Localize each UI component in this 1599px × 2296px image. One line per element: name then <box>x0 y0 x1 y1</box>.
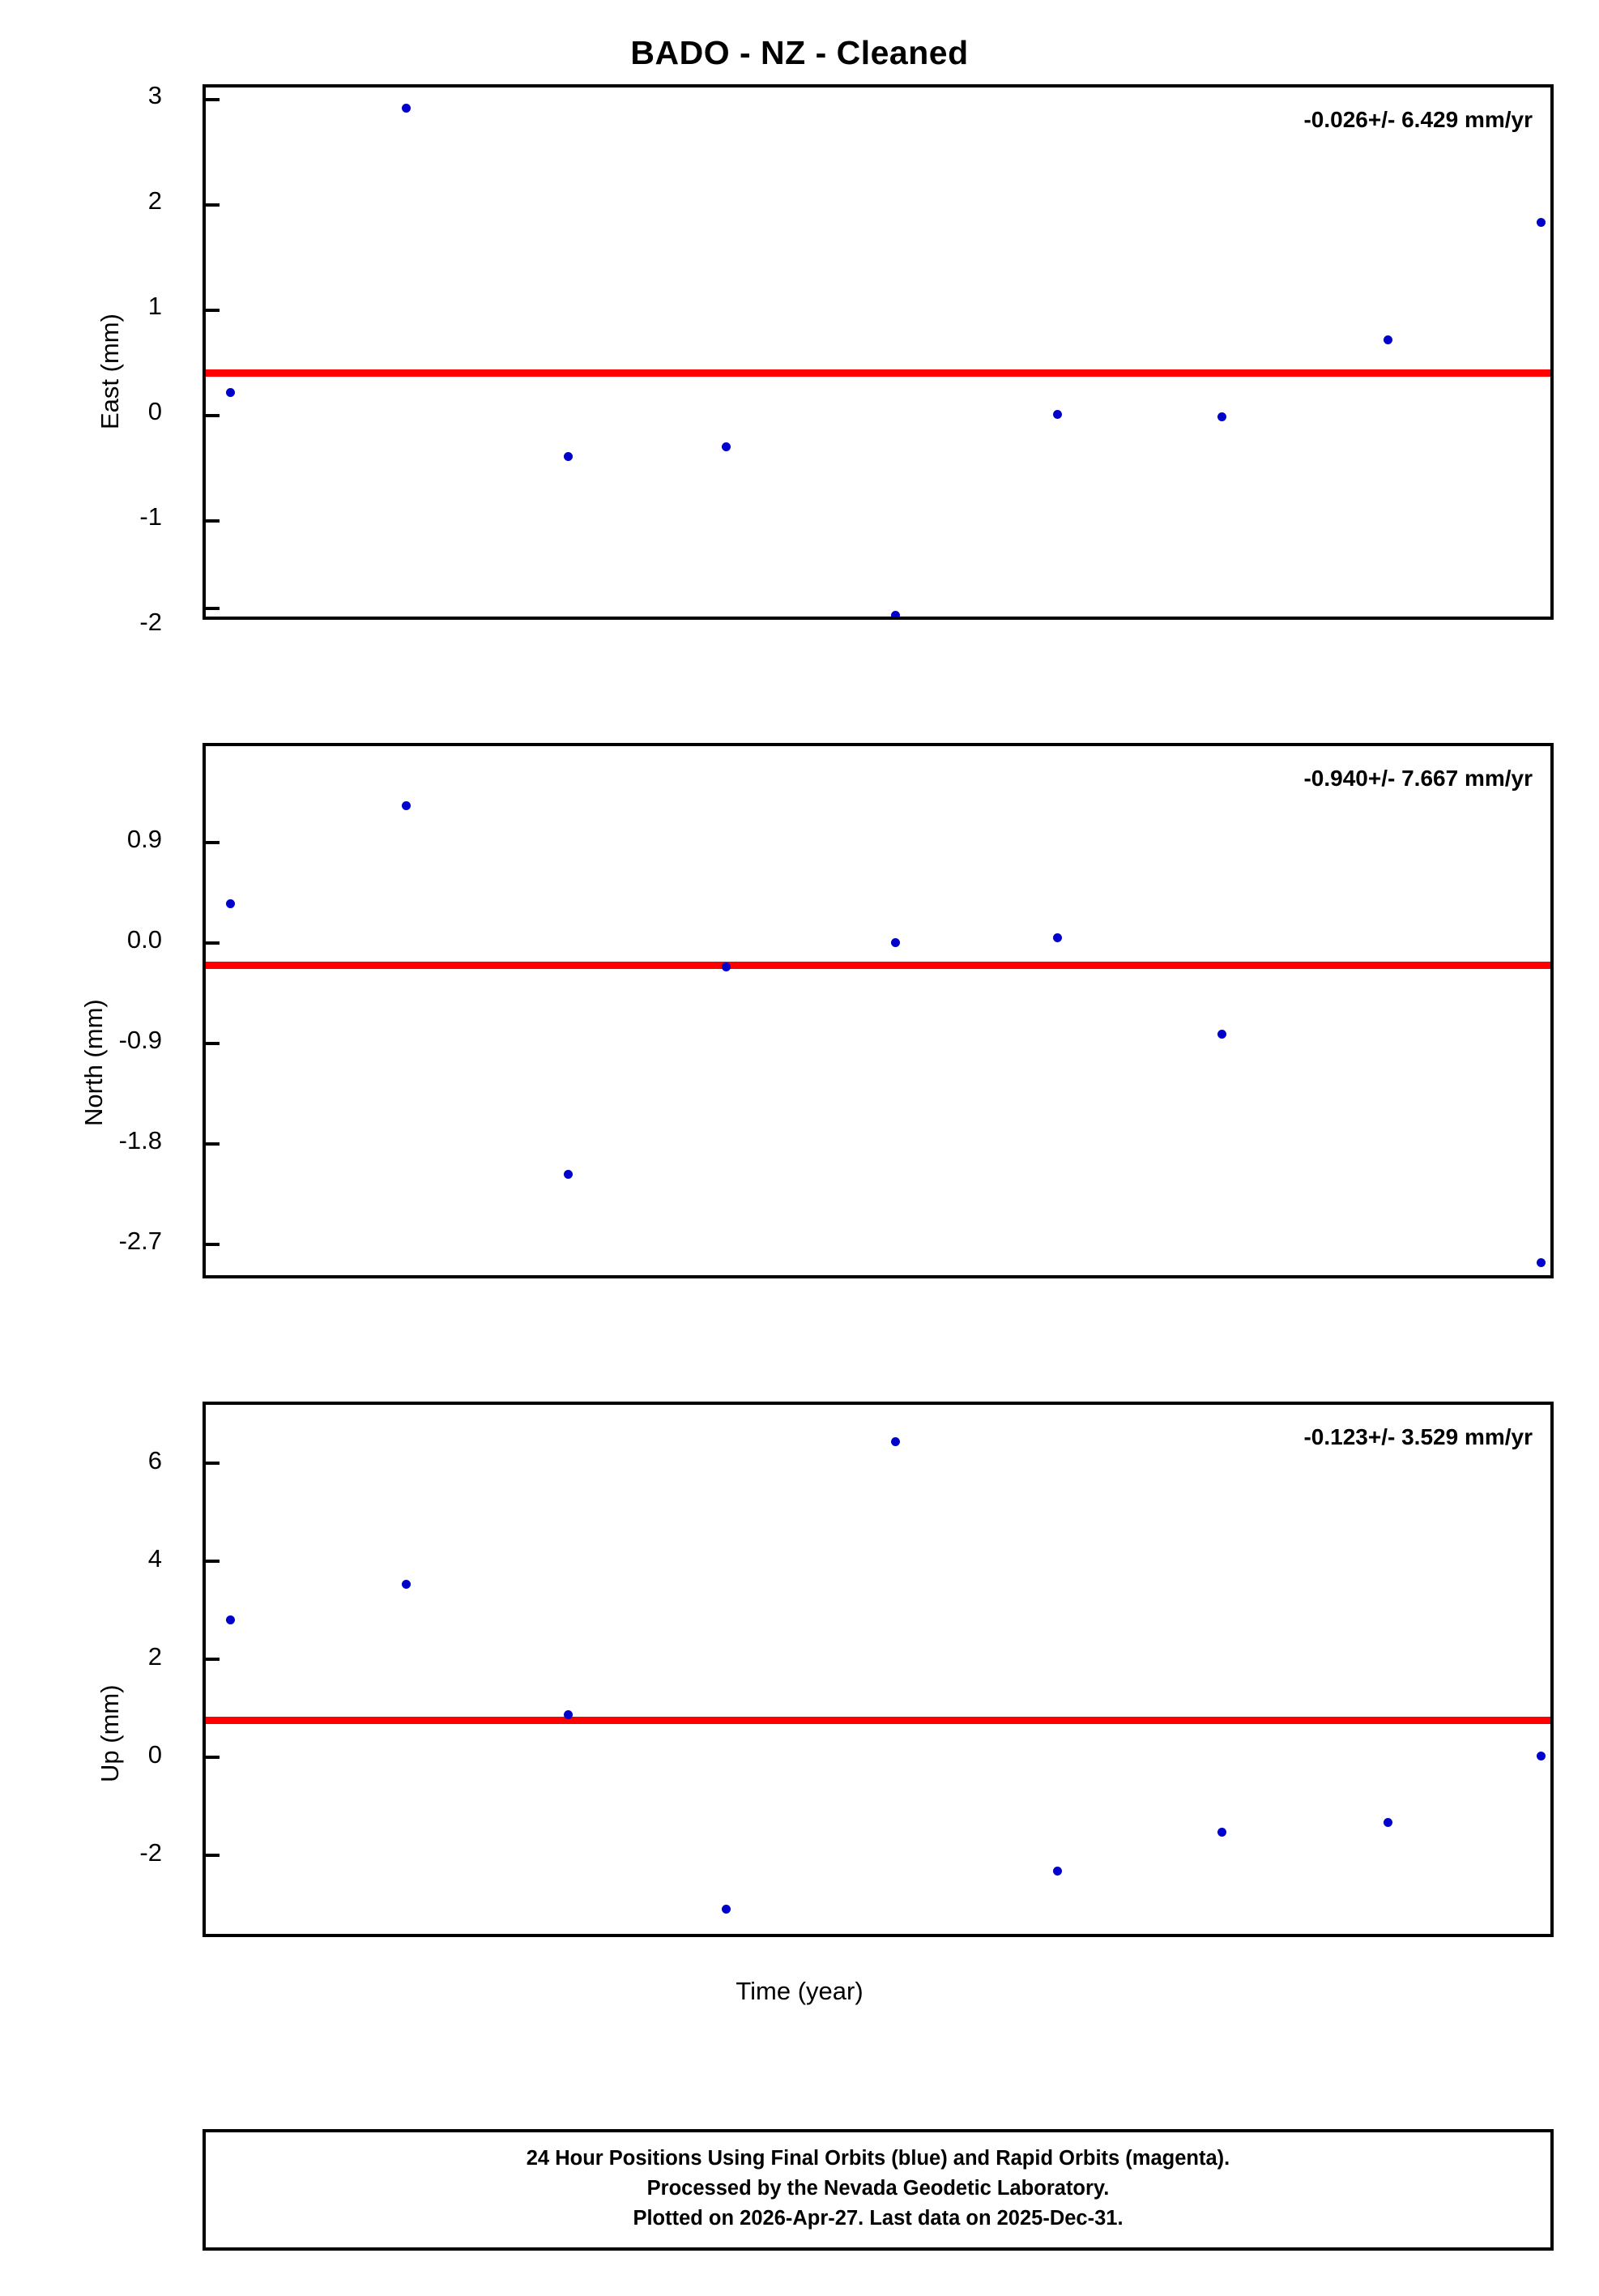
data-point <box>891 938 900 947</box>
north-tick-n27 <box>206 1243 220 1246</box>
data-point <box>226 1615 235 1624</box>
east-ytick-neg1: -1 <box>139 502 162 531</box>
up-fit-line <box>206 1717 1550 1724</box>
data-point <box>564 1710 573 1719</box>
data-point <box>402 1580 411 1589</box>
north-axis-label: North (mm) <box>79 999 108 1126</box>
east-rate-label: -0.026+/- 6.429 mm/yr <box>1303 107 1533 132</box>
east-axis-label: East (mm) <box>96 314 124 429</box>
data-point <box>402 801 411 810</box>
north-ytick-n18: -1.8 <box>118 1126 162 1154</box>
up-ytick-neg2: -2 <box>139 1838 162 1867</box>
east-ytick-neg2: -2 <box>139 608 162 636</box>
data-point <box>891 611 900 617</box>
north-ytick-n09: -0.9 <box>118 1026 162 1054</box>
north-tick-n09 <box>206 1042 220 1045</box>
up-plot-area <box>206 1405 1550 1934</box>
up-ytick-4: 4 <box>147 1544 162 1573</box>
east-ytick-2: 2 <box>147 186 162 215</box>
up-tick-neg2 <box>206 1854 220 1857</box>
up-panel <box>203 1402 1554 1937</box>
up-axis-label: Up (mm) <box>96 1684 124 1782</box>
north-rate-label: -0.940+/- 7.667 mm/yr <box>1303 766 1533 791</box>
data-point <box>722 962 731 971</box>
up-ytick-6: 6 <box>147 1446 162 1474</box>
data-point <box>1537 218 1546 227</box>
north-tick-n18 <box>206 1142 220 1146</box>
data-point <box>1537 1258 1546 1267</box>
footer-box <box>203 2129 1554 2251</box>
data-point <box>1537 1752 1546 1760</box>
east-plot-area <box>206 87 1550 617</box>
up-ytick-0: 0 <box>147 1740 162 1769</box>
page-title: BADO - NZ - Cleaned <box>630 34 969 71</box>
up-tick-0 <box>206 1756 220 1759</box>
data-point <box>1053 933 1062 942</box>
data-point <box>1217 412 1226 421</box>
data-point <box>891 1437 900 1446</box>
up-tick-6 <box>206 1462 220 1465</box>
north-ytick-09: 0.9 <box>126 825 162 853</box>
east-ytick-3: 3 <box>147 81 162 109</box>
data-point <box>226 899 235 908</box>
x-axis-label: Time (year) <box>736 1977 863 2005</box>
up-tick-2 <box>206 1658 220 1661</box>
footer-line-2: Processed by the Nevada Geodetic Laboratory. <box>646 2177 1110 2200</box>
east-ytick-0: 0 <box>147 397 162 425</box>
north-ytick-n27: -2.7 <box>118 1227 162 1255</box>
east-tick-2 <box>206 203 220 207</box>
data-point <box>722 442 731 451</box>
up-ytick-2: 2 <box>147 1642 162 1671</box>
data-point <box>564 1170 573 1179</box>
north-fit-line <box>206 962 1550 969</box>
north-panel <box>203 743 1554 1278</box>
north-tick-00 <box>206 941 220 945</box>
up-rate-label: -0.123+/- 3.529 mm/yr <box>1303 1424 1533 1449</box>
east-tick-neg1 <box>206 519 220 523</box>
data-point <box>722 1905 731 1914</box>
data-point <box>1053 1867 1062 1876</box>
data-point <box>1384 335 1392 344</box>
north-tick-09 <box>206 841 220 844</box>
east-ytick-1: 1 <box>147 292 162 320</box>
east-tick-0 <box>206 414 220 417</box>
up-tick-4 <box>206 1560 220 1563</box>
east-panel <box>203 84 1554 620</box>
data-point <box>1217 1828 1226 1837</box>
east-tick-1 <box>206 309 220 312</box>
data-point <box>1217 1030 1226 1039</box>
footer-line-3: Plotted on 2026-Apr-27. Last data on 2025-Dec-31. <box>633 2207 1124 2230</box>
footer-line-1: 24 Hour Positions Using Final Orbits (blue) and Rapid Orbits (magenta). <box>526 2147 1230 2170</box>
east-tick-3 <box>206 98 220 101</box>
east-fit-line <box>206 369 1550 377</box>
data-point <box>564 452 573 461</box>
data-point <box>226 388 235 397</box>
data-point <box>402 104 411 113</box>
north-ytick-00: 0.0 <box>126 925 162 954</box>
data-point <box>1384 1818 1392 1827</box>
north-plot-area <box>206 746 1550 1275</box>
data-point <box>1053 410 1062 419</box>
east-tick-neg2 <box>206 607 220 610</box>
